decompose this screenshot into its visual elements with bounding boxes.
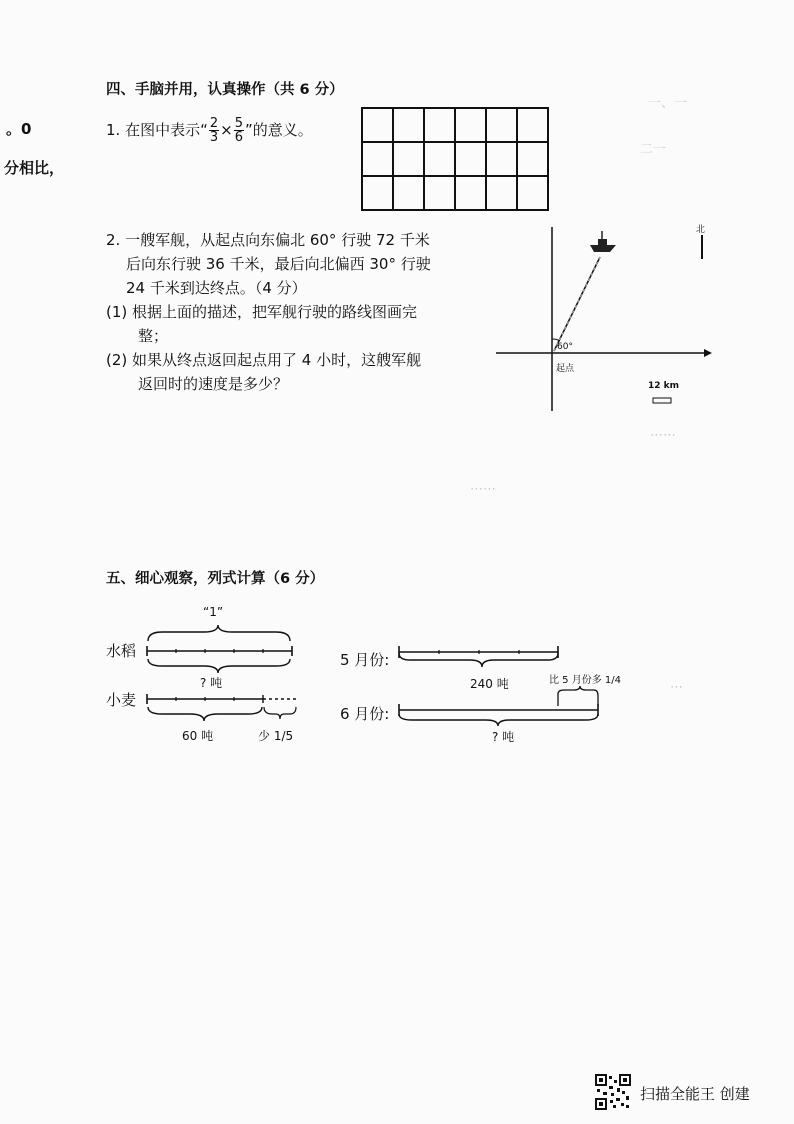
route-segment-1 bbox=[554, 257, 600, 351]
angle-label: 60° bbox=[557, 342, 573, 352]
june-value: ? 吨 bbox=[492, 730, 515, 744]
scale-label: 12 km bbox=[648, 381, 680, 391]
may-value: 240 吨 bbox=[470, 677, 509, 691]
question-2-sub-1-cont: 整； bbox=[138, 327, 169, 345]
fraction-numerator: 5 bbox=[234, 116, 243, 131]
question-1-suffix: ”的意义。 bbox=[245, 121, 313, 139]
grid-row bbox=[362, 108, 548, 142]
rice-value: ? 吨 bbox=[200, 676, 223, 690]
grid-cell[interactable] bbox=[517, 142, 548, 176]
fraction-denominator: 3 bbox=[209, 130, 219, 145]
edge-text-1: 。0 bbox=[6, 120, 32, 138]
grid-cell[interactable] bbox=[424, 142, 455, 176]
north-label: 北 bbox=[696, 225, 706, 235]
section-4-title: 四、手脑并用，认真操作（共 6 分） bbox=[106, 82, 344, 98]
grid-cell[interactable] bbox=[362, 108, 393, 142]
route-map[interactable] bbox=[490, 215, 720, 415]
warship-icon bbox=[590, 231, 616, 252]
fraction-numerator: 2 bbox=[209, 116, 219, 131]
grid-cell[interactable] bbox=[517, 108, 548, 142]
question-1-prefix: 1. 在图中表示“ bbox=[106, 121, 208, 139]
question-2-sub-2-cont: 返回时的速度是多少？ bbox=[138, 375, 289, 393]
scale-bar bbox=[653, 398, 671, 403]
question-2-sub-2: (2) 如果从终点返回起点用了 4 小时，这艘军舰 bbox=[106, 351, 422, 369]
grid-row bbox=[362, 176, 548, 210]
grid-cell[interactable] bbox=[455, 108, 486, 142]
wheat-value: 60 吨 bbox=[182, 729, 214, 743]
origin-label: 起点 bbox=[556, 364, 575, 374]
times-sign: × bbox=[220, 121, 233, 139]
qr-code-icon bbox=[595, 1074, 631, 1110]
question-2-line-3: 24 千米到达终点。（4 分） bbox=[126, 279, 307, 297]
scanner-watermark-label: 扫描全能王 创建 bbox=[640, 1085, 750, 1103]
question-2-sub-1: (1) 根据上面的描述，把军舰行驶的路线图画完 bbox=[106, 303, 418, 321]
fraction-two-thirds bbox=[209, 117, 219, 144]
grid-cell[interactable] bbox=[517, 176, 548, 210]
question-2-line-2: 后向东行驶 36 千米，最后向北偏西 30° 行驶 bbox=[126, 255, 431, 273]
fraction-five-sixths bbox=[234, 117, 244, 144]
edge-text-2: 分相比， bbox=[4, 159, 65, 177]
grid-cell[interactable] bbox=[455, 142, 486, 176]
bleed-through-text: ⋯⋯ bbox=[650, 428, 676, 443]
fraction-denominator: 6 bbox=[234, 130, 243, 145]
less-fraction-label: 少 1/5 bbox=[258, 729, 294, 743]
east-arrow-icon bbox=[704, 349, 712, 357]
grid-cell[interactable] bbox=[486, 108, 517, 142]
june-label: 6 月份: bbox=[340, 705, 390, 723]
wheat-label: 小麦 bbox=[106, 691, 137, 709]
rice-label: 水稻 bbox=[106, 642, 137, 660]
grid-cell[interactable] bbox=[424, 176, 455, 210]
bleed-through-text: 一、一 bbox=[648, 96, 688, 111]
may-label: 5 月份: bbox=[340, 651, 390, 669]
grid-row bbox=[362, 142, 548, 176]
fraction-grid[interactable] bbox=[361, 107, 549, 211]
unit-one-label: “1” bbox=[203, 605, 224, 619]
grid-cell[interactable] bbox=[362, 176, 393, 210]
question-1 bbox=[106, 117, 313, 144]
grid-cell[interactable] bbox=[486, 176, 517, 210]
grid-cell[interactable] bbox=[393, 176, 424, 210]
bleed-through-text: ⋯⋯ bbox=[470, 482, 496, 497]
bleed-through-text: 二一 bbox=[640, 142, 667, 157]
grid-cell[interactable] bbox=[486, 142, 517, 176]
more-fraction-label: 比 5 月份多 1/4 bbox=[549, 675, 621, 686]
question-2-line-1: 2. 一艘军舰，从起点向东偏北 60° 行驶 72 千米 bbox=[106, 231, 430, 249]
grid-cell[interactable] bbox=[393, 142, 424, 176]
grid-cell[interactable] bbox=[362, 142, 393, 176]
angle-arc bbox=[552, 339, 560, 341]
grid-cell[interactable] bbox=[393, 108, 424, 142]
section-5-title: 五、细心观察，列式计算（6 分） bbox=[106, 571, 325, 587]
grid-cell[interactable] bbox=[455, 176, 486, 210]
bleed-through-text: ⋯ bbox=[670, 680, 683, 695]
grid-cell[interactable] bbox=[424, 108, 455, 142]
